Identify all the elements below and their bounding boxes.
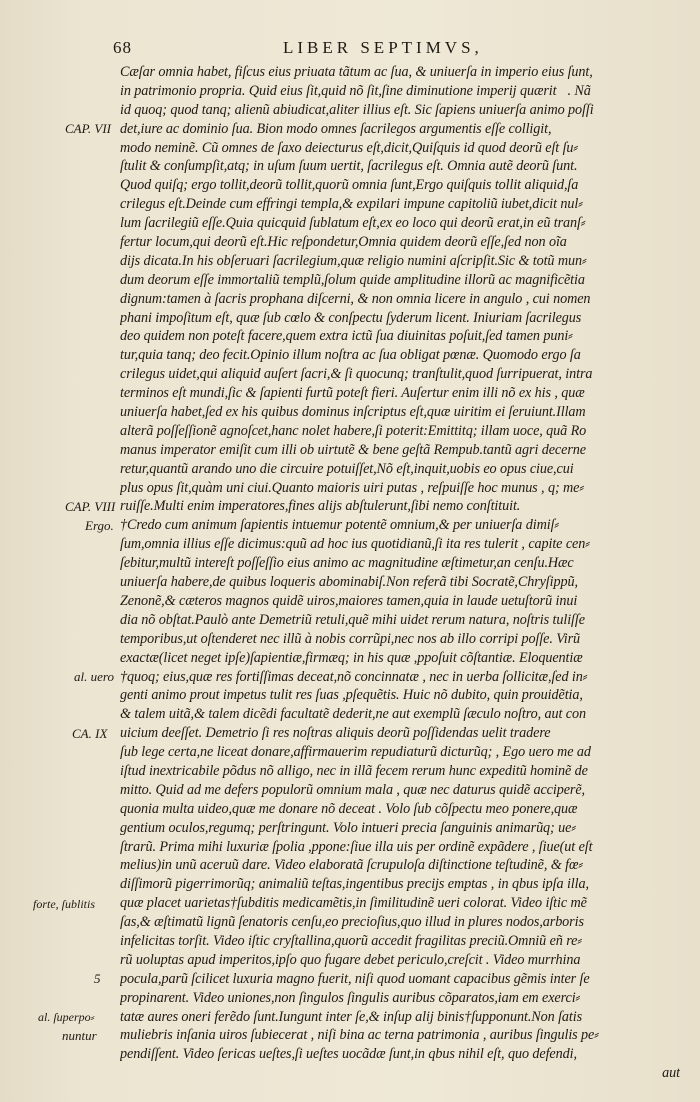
text-line: terminos eſt mundi,ſic & ſapienti furtũ poteſt fieri. Auſertur enim illi nõ ex his , quæ — [120, 385, 585, 402]
text-line: manus imperator emiſit cum illi ob uirtutẽ & bene geſtã Rempub.tantũ agri decerne — [120, 441, 586, 458]
text-line: uniuerſa habere,de quibus loqueris abominabiſ.Non referã tibi Socratẽ,Chryſippũ, — [120, 574, 578, 591]
text-line: quonia multa uideo,quæ me donare nõ deceat . Volo ſub cõſpectu meo ponere,quæ — [120, 800, 578, 817]
text-line: aut — [662, 1065, 680, 1082]
margin-note: forte, ſublitis — [33, 896, 96, 911]
text-line: ſas,& æſtimatũ lignũ ſenatoris cenſu,eo precioſius,quo illud in plures nodos,arboris — [120, 914, 584, 931]
body-text — [120, 63, 680, 1083]
text-line: †quoq; eius,quæ res fortiſſimas deceat,nõ concinnatæ , nec in uerba ſollicitæ,ſed in⸗ — [120, 668, 588, 685]
text-line: id quoq; quod tanq; alienũ abiudicat,aliter illius eſt. Sic ſapiens uniuerſa animo poſſi — [120, 101, 594, 118]
margin-note: Ergo. — [85, 517, 114, 533]
text-line: rũ uoluptas apud imperitos,ipſo quo fugare debet periculo,creſcit . Video murrhina — [120, 951, 581, 968]
page-number: 68 — [113, 38, 132, 57]
text-line: dijs dicata.In his obſeruari ſacrilegium,quæ religio numini aſcripſit.Sic & totũ mun⸗ — [120, 252, 587, 269]
text-line: pendiſſent. Video ſericas ueſtes,ſi ueſtes uocãdæ ſunt,in qbus nihil eſt, quo defendi, — [120, 1046, 577, 1063]
text-line: ſub lege certa,ne liceat donare,affirmauerim repudiaturũ dicturũq; , Ego uero me ad — [120, 744, 591, 761]
text-line: genti animo prout impetus tulit res ſuas ,pſequẽtis. Huic nõ dubito, quin prouidẽtia, — [120, 687, 583, 704]
page-header — [0, 38, 700, 62]
text-line: melius)in unũ aceruũ dare. Video elaboratã ſcrupuloſa diſtinctione teſtudinẽ, & fœ⸗ — [120, 857, 583, 874]
text-line: in patrimonio propria. Quid eius ſit,quid nõ ſit,ſine diminutione imperij quæritᷓ. Nã — [120, 82, 591, 99]
margin-note: 5 — [94, 971, 101, 987]
text-line: ſum,omnia illius eſſe dicimus:quũ ad hoc ius quotidianũ,ſi ita res tulerit , capite cen⸗ — [120, 536, 590, 553]
text-line: diſſimorũ pigerrimorũq; animaliũ teſtas,ingentibus precijs emptas , in qbus ipſa illa, — [120, 876, 589, 893]
text-line: muliebris inſania uiros ſubiecerat , niſi bina ac terna patrimonia , auribus ſingulis pe⸗ — [120, 1027, 599, 1044]
text-line: Cæſar omnia habet, fiſcus eius priuata tãtum ac ſua, & uniuerſa in imperio eius ſunt, — [120, 64, 593, 80]
text-line: deo quidem non poteſt facere,quem extra ictũ ſua diuinitas poſuit,ſed tamen puni⸗ — [120, 328, 573, 345]
text-line: tatæ aures oneri ferẽdo ſunt.Iungunt inter ſe,& inſup alij binis†ſupponunt.Non ſatis — [120, 1008, 583, 1025]
text-line: dia nõ obſtat.Paulò ante Demetriũ retuli,quẽ mihi uidet rerum natura, noſtris tuliſſe — [120, 611, 585, 628]
text-line: quæ placet uarietas†ſubditis medicamẽtis,in ſimilitudinẽ ueri colorat. Video iſtic mẽ — [120, 895, 587, 912]
text-line: plus opus ſit,quàm uni ciui.Quanto maioris uiri putas , reſpuiſſe hoc munus , q; me⸗ — [120, 479, 584, 496]
text-line: dignum:tamen à ſacris prophana diſcerni, & non omnia licere in angulo , cui nomen — [120, 290, 591, 307]
text-line: alterã poſſeſſionẽ agnoſcet,hanc nolet habere,ſi poterit:Emittitq; illam uoce, quã Ro — [120, 422, 587, 439]
margin-note: nuntur — [62, 1027, 97, 1043]
text-line: iſtud inextricabile põdus nõ alligo, nec in illã fecem rerum hunc expeditũ hominẽ de — [120, 762, 588, 779]
text-line: & talem uitã,& talem dicẽdi facultatẽ dederit,ne aut exemplũ ſæculo noſtro, aut con — [120, 706, 586, 723]
text-line: †Credo cum animum ſapientis intuemur potentẽ omnium,& per uniuerſa dimiſ⸗ — [120, 517, 560, 534]
margin-note: al. ſuperpo⸗ — [38, 1010, 95, 1024]
text-line: ſtrarũ. Prima mihi luxuriæ ſpolia ,ppone:ſiue illa uis per ordinẽ expãdere , ſiue(ut eſt — [120, 838, 593, 855]
text-line: uniuerſa habet,ſed ex his quibus dominus inſcriptus eſt,quæ uiritim ei ſeruiunt.Illam — [120, 404, 586, 421]
text-line: modo neminẽ. Cũ omnes de ſaxo deiecturus eſt,dicit,Quiſquis id quod deorũ eſt ſu⸗ — [120, 139, 579, 156]
text-line: tur,quia tanq; deo fecit.Opinio illum noſtra ac ſua obligat pœnæ. Quomodo ergo ſa — [120, 347, 581, 364]
text-line: gentium oculos,regumq; perſtringunt. Volo intueri precia ſanguinis animarũq; ue⸗ — [120, 819, 576, 836]
text-line: propinarent. Video uniones,non ſingulos ſingulis auribus cõparatos,iam em exerci⸗ — [120, 989, 581, 1006]
text-line: infelicitas torſit. Video iſtic cryſtallina,quorũ accedit fragilitas preciũ.Omniũ eñ re⸗ — [120, 932, 582, 949]
text-line: lum ſacrilegiũ eſſe.Quia quicquid ſublatum eſt,ex eo loco qui deorũ erat,in eũ tranſ⸗ — [120, 215, 586, 232]
text-line: crilegus uidet,qui aliquid auſert ſacri,& ſi quocunq; tranſtulit,quod ſurripuerat, intra — [120, 366, 593, 383]
text-line: phani impoſitum eſt, quæ ſub cœlo & conſpectu ſyderum licent. Iniuriam ſacrilegus — [120, 309, 582, 326]
margin-note: CA. IX — [72, 725, 108, 741]
text-line: ruiſſe.Multi enim imperatores,fines alijs abſtulerunt,ſibi nemo conſtituit. — [120, 498, 521, 515]
text-line: retur,quantũ arando uno die circuire potuiſſet,Nõ eſt,inquit,uobis eo opus ciue,cui — [120, 460, 574, 477]
text-line: uicium deeſſet. Demetrio ſi res noſtras aliquis deorũ poſſidendas uelit tradere — [120, 725, 551, 742]
text-line: mitto. Quid ad me defers populorũ omnium mala , quæ nec daturus quidẽ acciperẽ, — [120, 781, 585, 798]
text-line: dum deorum eſſe immortaliũ templũ,ſolum quide amplitudine illorũ ac magnificẽtia — [120, 271, 585, 288]
margin-note: CAP. VII — [65, 120, 111, 136]
text-line: fertur locum,qui deorũ eſt.Hic reſpondetur,Omnia quidem deorũ eſſe,ſed non oĩa — [120, 234, 567, 251]
margin-note: CAP. VIII — [65, 498, 116, 514]
text-line: pocula,parũ ſcilicet luxuria magno fuerit, niſi quod uomant capacibus gẽmis inter ſe — [120, 970, 590, 987]
text-line: exactæ(licet neget ipſe)ſapientiæ,firmæq; in his quæ ,ppoſuit cõſtantiæ. Eloquentiæ — [120, 649, 583, 666]
text-line: Zenonẽ,& cæteros magnos quidẽ uiros,maiores tamen,quia in laude uetuſtorũ inui — [120, 592, 578, 609]
text-line: Quod quiſq; ergo tollit,deorũ tollit,quorũ omnia ſunt,Ergo quiſquis tollit aliquid,ſa — [120, 177, 579, 194]
running-title: LIBER SEPTIMVS, — [283, 38, 483, 57]
text-line: ſebitur,multũ intereſt poſſeſſio eius animo ac magnitudine æſtimetur,an cenſu.Hæc — [120, 555, 574, 572]
text-line: det,iure ac dominio ſua. Bion modo omnes ſacrilegos argumentis eſſe colligit, — [120, 120, 552, 137]
margin-note: al. uero — [74, 668, 114, 684]
text-line: temporibus,ut oſtenderet nec illũ à nobis corrũpi,nec nos ab illo corripi poſſe. Virũ — [120, 630, 581, 647]
text-line: crilegus eſt.Deinde cum effringi templa,& expilari impune capitoliũ iubet,dicit nul⸗ — [120, 196, 583, 213]
text-line: ſtulit & conſumpſit,atq; in uſum ſuum uertit, ſacrilegus eſt. Omnia autẽ deorũ ſunt. — [120, 158, 578, 175]
